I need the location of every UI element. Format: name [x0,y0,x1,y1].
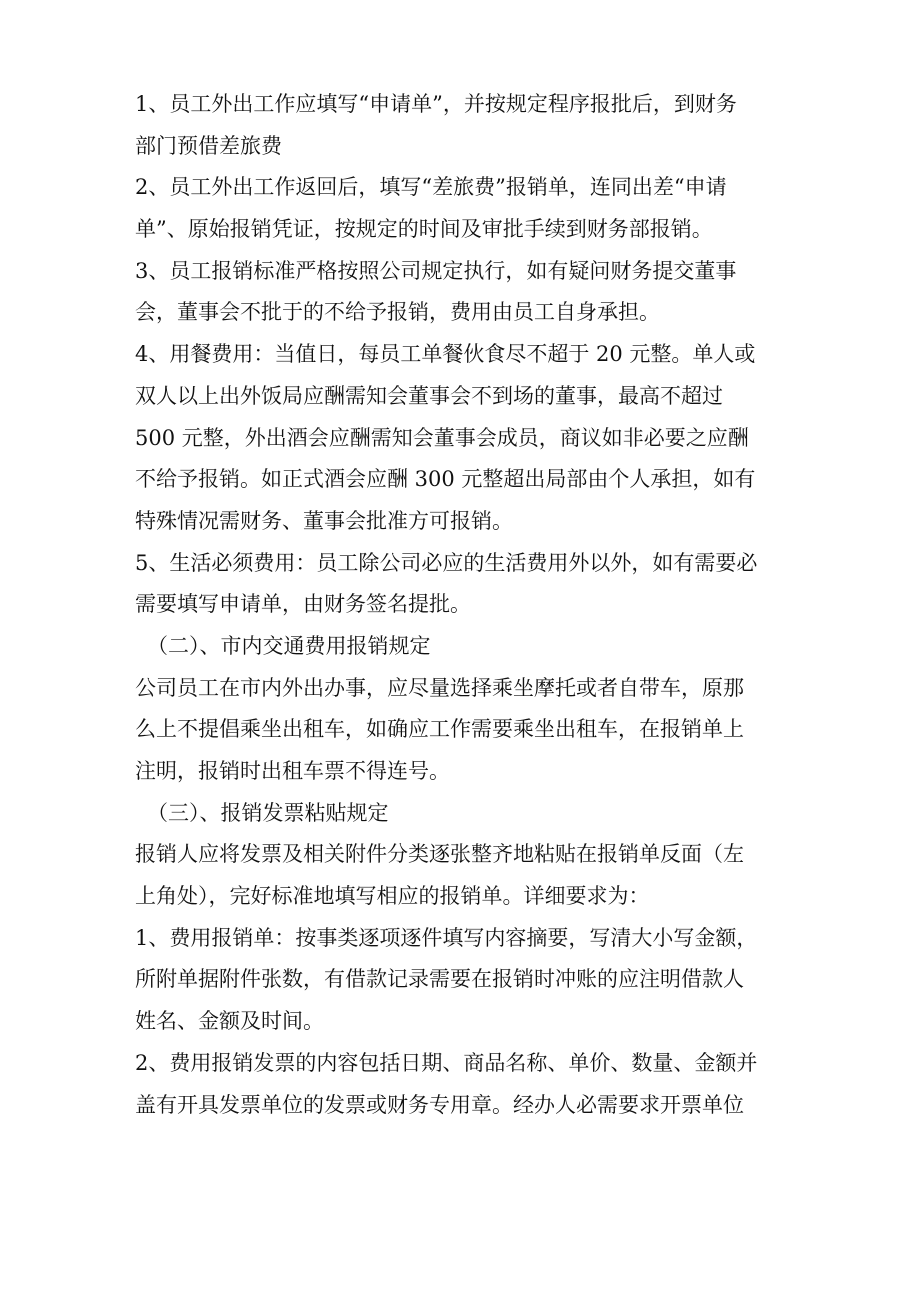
text-line: 所附单据附件张数，有借款记录需要在报销时冲账的应注明借款人 [135,967,744,992]
text-line: 单”、原始报销凭证，按规定的时间及审批手续到财务部报销。 [135,217,713,242]
text-line: 特殊情况需财务、董事会批准方可报销。 [135,508,513,533]
text-line: 需要填写申请单，由财务签名提批。 [135,592,471,617]
text-line: 4、用餐费用：当值日，每员工单餐伙食尽不超于 20 元整。单人或 [135,342,756,367]
text-line: 500 元整，外出酒会应酬需知会董事会成员，商议如非必要之应酬 [135,425,749,450]
text-line: 2、员工外出工作返回后，填写“差旅费”报销单，连同出差“申请 [135,175,727,200]
text-line: 上角处），完好标准地填写相应的报销单。详细要求为： [135,884,650,909]
text-line: 姓名、金额及时间。 [135,1009,324,1034]
text-line: 注明，报销时出租车票不得连号。 [135,759,450,783]
text-line: 公司员工在市内外出办事，应尽量选择乘坐摩托或者自带车，原那 [135,675,744,700]
text-line: 双人以上出外饭局应酬需知会董事会不到场的董事，最高不超过 [135,383,723,408]
text-line: 盖有开具发票单位的发票或财务专用章。经办人必需要求开票单位 [135,1092,744,1117]
section-heading: （二）、市内交通费用报销规定 [147,633,431,658]
text-line: 2、费用报销发票的内容包括日期、商品名称、单价、数量、金额并 [135,1050,758,1075]
text-line: 报销人应将发票及相关附件分类逐张整齐地粘贴在报销单反面（左 [135,842,744,867]
text-line: 5、生活必须费用：员工除公司必应的生活费用外以外，如有需要必 [135,550,758,575]
text-line: 不给予报销。如正式酒会应酬 300 元整超出局部由个人承担，如有 [135,467,756,492]
document-body [135,84,775,1126]
text-line: 1、费用报销单：按事类逐项逐件填写内容摘要，写清大小写金额， [135,925,758,950]
text-line: 么上不提倡乘坐出租车，如确应工作需要乘坐出租车，在报销单上 [135,717,744,742]
text-line: 部门预借差旅费 [135,133,282,158]
section-heading: （三）、报销发票粘贴规定 [147,800,389,825]
text-line: 会，董事会不批于的不给予报销，费用由员工自身承担。 [135,300,660,325]
text-line: 3、员工报销标准严格按照公司规定执行，如有疑问财务提交董事 [135,258,737,283]
text-line: 1、员工外出工作应填写“申请单”，并按规定程序报批后，到财务 [135,92,737,116]
